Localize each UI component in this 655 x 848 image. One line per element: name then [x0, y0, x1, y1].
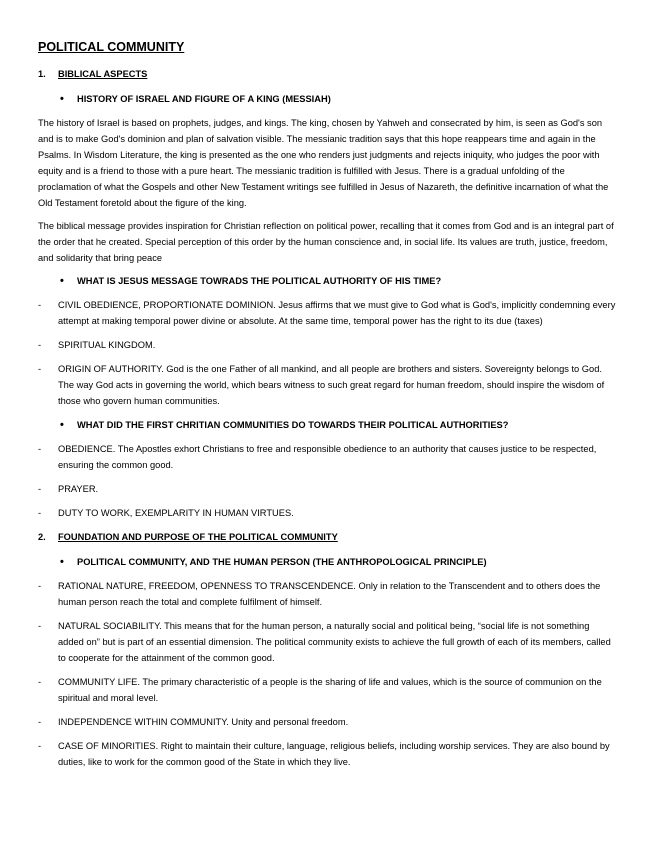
dash-icon: - [38, 340, 42, 350]
bullet-icon: • [60, 275, 64, 287]
section-heading-biblical-aspects [38, 66, 617, 82]
subheading-text: HISTORY OF ISRAEL AND FIGURE OF A KING (MESSIAH) [77, 94, 331, 104]
subheading-text: WHAT IS JESUS MESSAGE TOWRADS THE POLITICAL AUTHORITY OF HIS TIME? [77, 276, 442, 286]
section-title: BIBLICAL ASPECTS [58, 69, 148, 79]
list-item [38, 578, 617, 610]
subheading-political-community-human-person [60, 554, 617, 570]
section-heading-foundation-purpose [38, 529, 617, 545]
subheading-text: WHAT DID THE FIRST CHRITIAN COMMUNITIES DO TOWARDS THEIR POLITICAL AUTHORITIES? [77, 420, 509, 430]
dash-icon: - [38, 484, 42, 494]
list-item-text: DUTY TO WORK, EXEMPLARITY IN HUMAN VIRTUES. [58, 508, 294, 518]
dash-icon: - [38, 364, 42, 374]
page-title: POLITICAL COMMUNITY [38, 40, 185, 54]
list-item [38, 714, 617, 730]
subheading-jesus-message [60, 273, 617, 289]
list-item [38, 618, 617, 666]
dash-icon: - [38, 508, 42, 518]
list-item [38, 674, 617, 706]
dash-icon: - [38, 741, 42, 751]
dash-icon: - [38, 444, 42, 454]
subheading-text: POLITICAL COMMUNITY, AND THE HUMAN PERSON (THE ANTHROPOLOGICAL PRINCIPLE) [77, 557, 487, 567]
list-item-text: PRAYER. [58, 484, 99, 494]
list-item-text: ORIGIN OF AUTHORITY. God is the one Father of all mankind, and all people are brothers and sisters. Sovereignty belongs to God. The way God acts in governing the world, which bears witness to such great regard for human freedom, should inspire the wisdom of those who govern human communities. [58, 364, 605, 406]
bullet-icon: • [60, 556, 64, 568]
list-item [38, 481, 617, 497]
list-item-text: INDEPENDENCE WITHIN COMMUNITY. Unity and personal freedom. [58, 717, 349, 727]
bullet-icon: • [60, 419, 64, 431]
list-item-text: CASE OF MINORITIES. Right to maintain their culture, language, religious beliefs, including worship services. They are also bound by duties, like to work for the common good of the State in which they live. [58, 741, 610, 767]
list-item [38, 297, 617, 329]
section-number: 2. [38, 532, 46, 542]
bullet-icon: • [60, 93, 64, 105]
list-item [38, 505, 617, 521]
list-item [38, 738, 617, 770]
dash-icon: - [38, 300, 42, 310]
list-item-text: CIVIL OBEDIENCE, PROPORTIONATE DOMINION. Jesus affirms that we must give to God what is God's, implicitly condemning every attempt at making temporal power divine or absolute. At the same time, temporal power has the right to its due (taxes) [58, 300, 616, 326]
list-item-text: SPIRITUAL KINGDOM. [58, 340, 156, 350]
list-item-text: RATIONAL NATURE, FREEDOM, OPENNESS TO TRANSCENDENCE. Only in relation to the Transcendent and to others does the human person reach the total and complete fulfilment of himself. [58, 581, 601, 607]
dash-icon: - [38, 621, 42, 631]
list-item-text: COMMUNITY LIFE. The primary characteristic of a people is the sharing of life and values, which is the source of communion on the spiritual and moral level. [58, 677, 602, 703]
subheading-history-of-israel [60, 91, 617, 107]
list-item [38, 337, 617, 353]
dash-icon: - [38, 717, 42, 727]
dash-icon: - [38, 581, 42, 591]
list-item-text: NATURAL SOCIABILITY. This means that for the human person, a naturally social and political being, “social life is not something added on” but is part of an essential dimension. The political community exists to achieve the full growth of each of its members, called to cooperate for the attainment of the common good. [58, 621, 611, 663]
section-title: FOUNDATION AND PURPOSE OF THE POLITICAL COMMUNITY [58, 532, 338, 542]
paragraph-history: The history of Israel is based on prophets, judges, and kings. The king, chosen by Yahweh and consecrated by him, is seen as God's son and is to make God's dominion and plan of salvation visible. The messianic tradition says that this hope reappears time and again in the Psalms. In Wisdom Literature, the king is presented as the one who renders just judgments and rejects iniquity, who judges the poor with equity and is a friend to those with a pure heart. The messianic tradition is fulfilled with Jesus. There is a gradual unfolding of the proclamation of what the Gospels and other New Testament writings see fulfilled in Jesus of Nazareth, the definitive incarnation of what the Old Testament foretold about the figure of the king. [38, 118, 609, 208]
list-item [38, 441, 617, 473]
paragraph-biblical-message: The biblical message provides inspiration for Christian reflection on political power, recalling that it comes from God and is an integral part of the order that he created. Special perception of this order by the human conscience and, in social life. Its values are truth, justice, freedom, and solidarity that bring peace [38, 221, 614, 263]
list-item-text: OBEDIENCE. The Apostles exhort Christians to free and responsible obedience to an authority that causes justice to be respected, ensuring the common good. [58, 444, 597, 470]
list-item [38, 361, 617, 409]
dash-icon: - [38, 677, 42, 687]
section-number: 1. [38, 69, 46, 79]
subheading-first-christian-communities [60, 417, 617, 433]
